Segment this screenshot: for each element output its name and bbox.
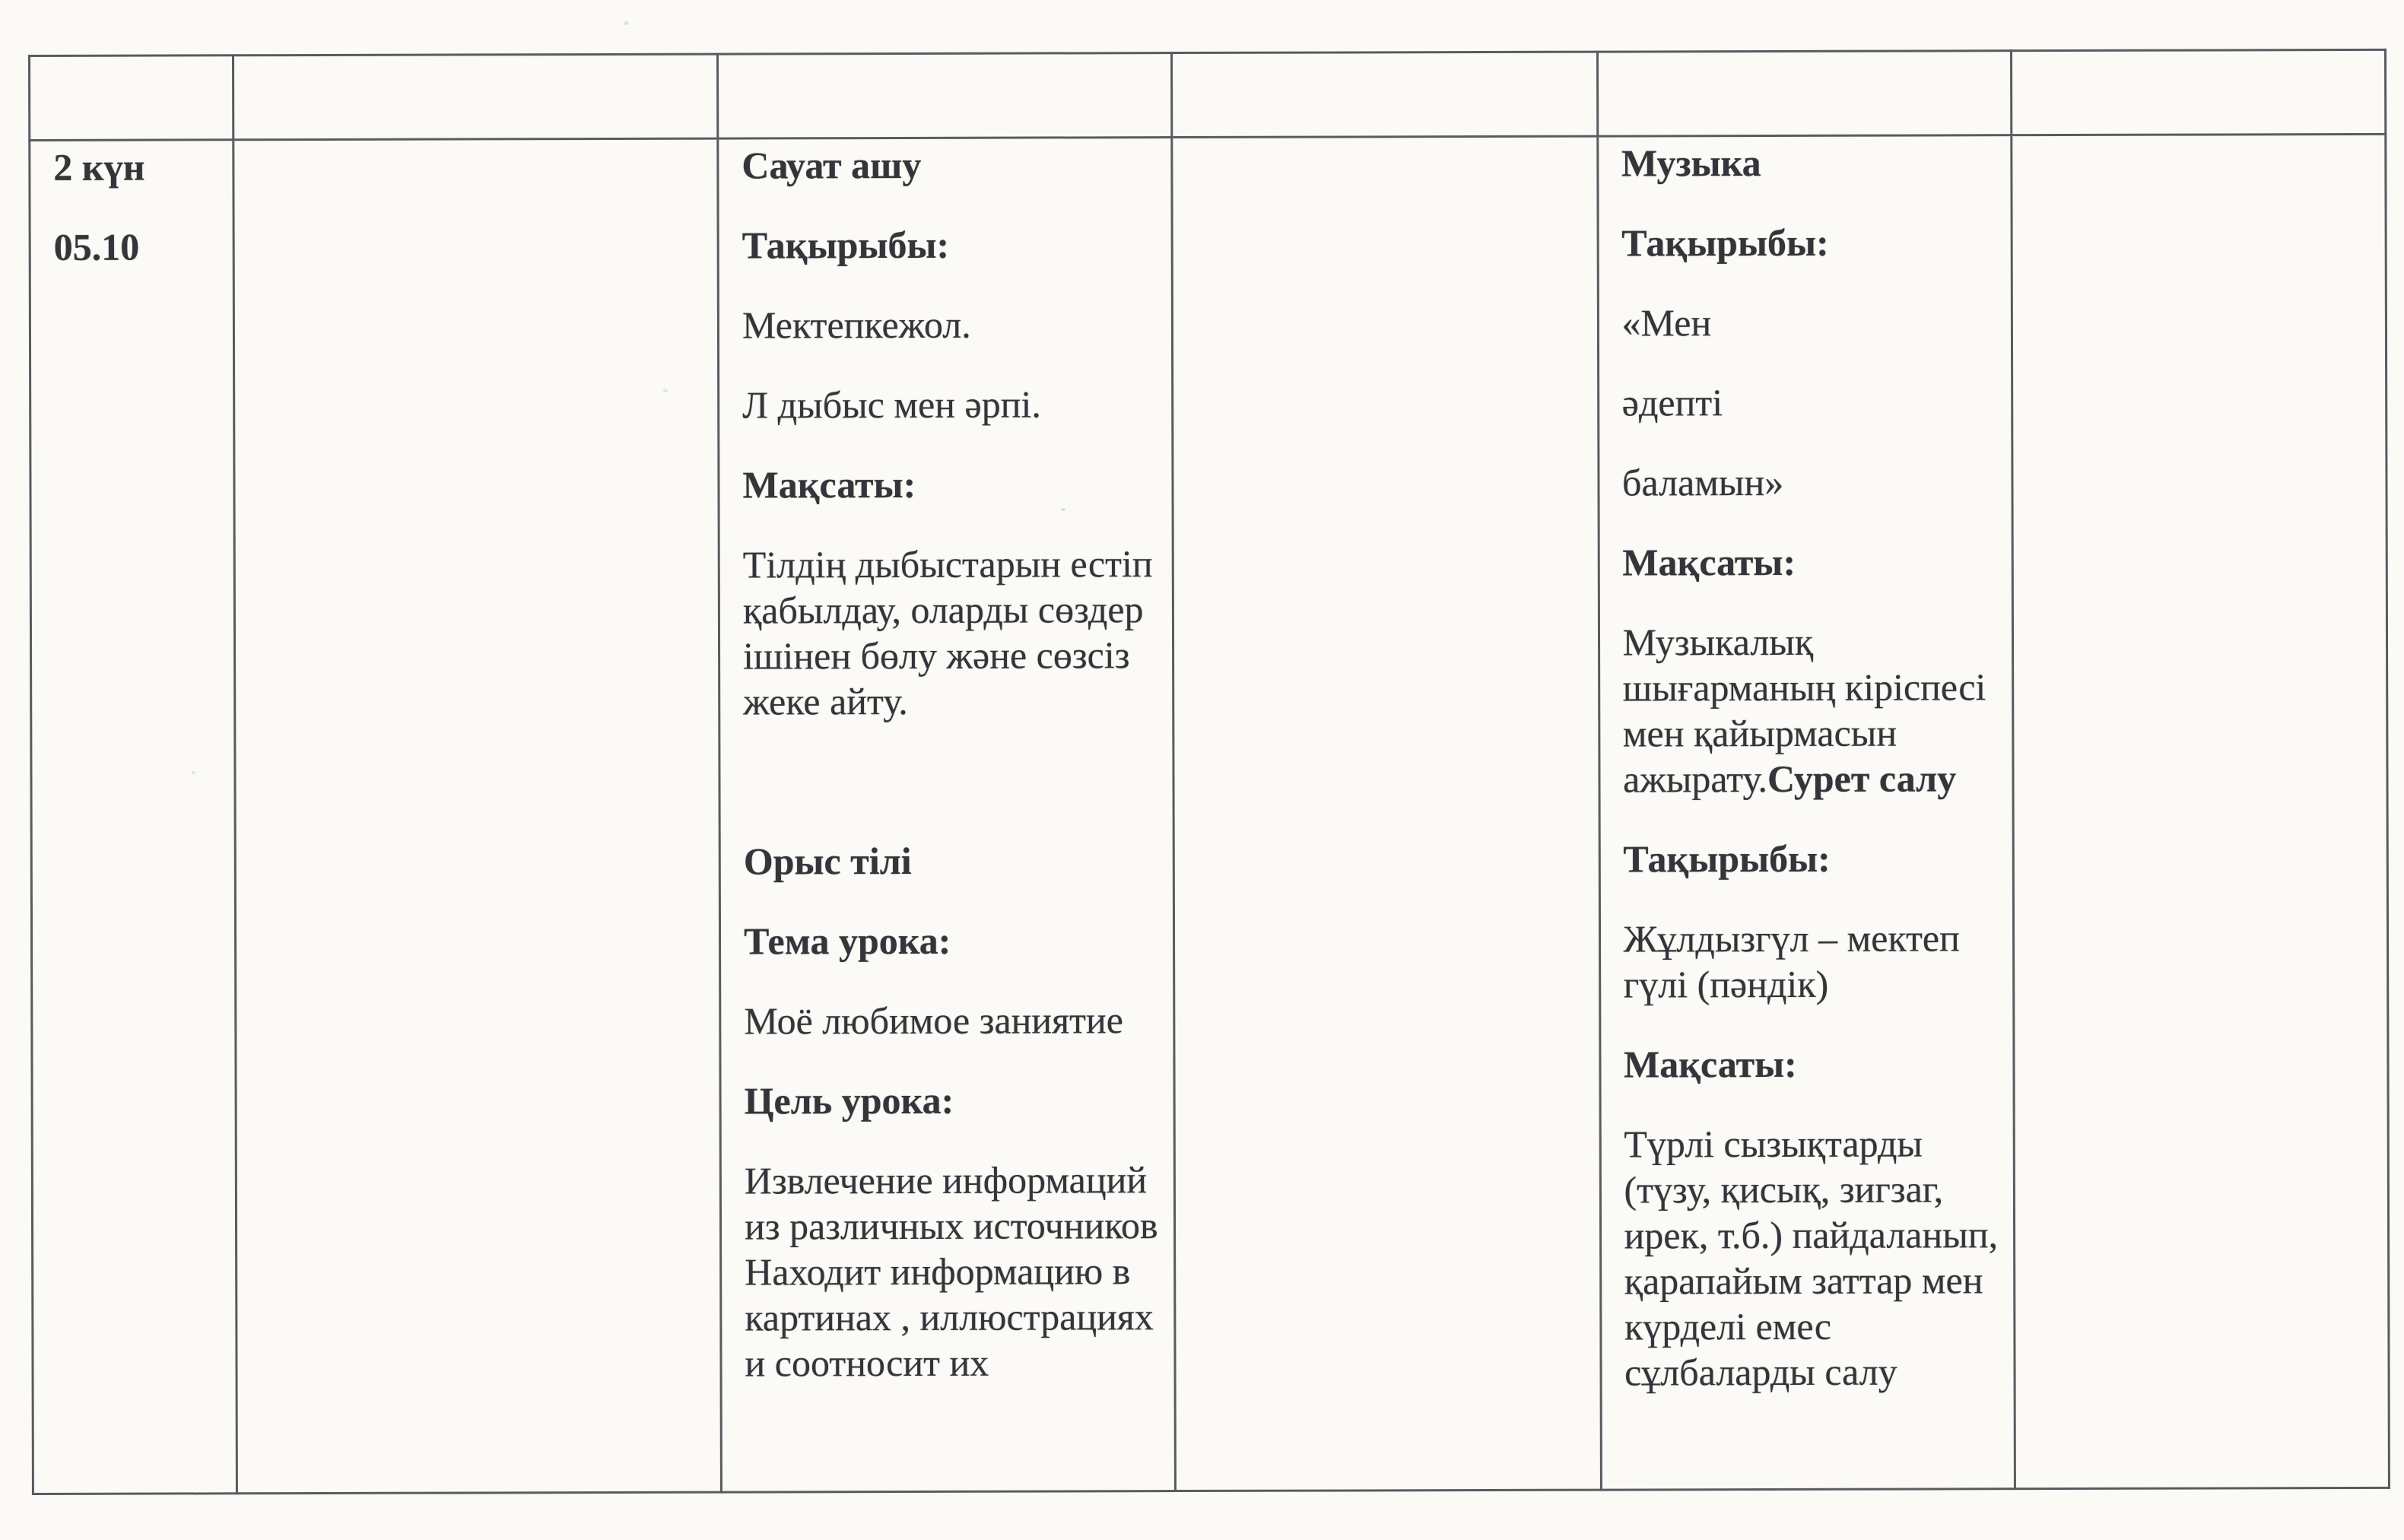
- lesson-plan-table: [28, 49, 2390, 1495]
- goal-heading: [745, 1077, 1158, 1123]
- text-line: ирек, т.б.) пайдаланып,: [1624, 1213, 1999, 1257]
- topic-line: [742, 301, 1156, 348]
- text-line: гүлі (пәндік): [1623, 962, 1829, 1006]
- text-line: Моё любимое заниятие: [744, 999, 1124, 1043]
- text-line: (түзу, қисық, зигзаг,: [1624, 1167, 1944, 1211]
- text-line: [743, 757, 1157, 804]
- topic-heading: [1621, 219, 1996, 265]
- subject-title: [1621, 139, 1996, 186]
- topic-line: [1621, 299, 1996, 345]
- text-line: Мақсаты:: [1623, 1042, 1797, 1086]
- header-cell-6: [2011, 49, 2385, 135]
- scan-speck: [624, 21, 629, 25]
- cell-day-date: [30, 140, 237, 1494]
- topic-heading: [742, 221, 1156, 268]
- cell-empty-2: [1171, 136, 1601, 1491]
- topic-heading: [744, 917, 1158, 964]
- text-line: картинах , иллюстрациях: [745, 1295, 1154, 1339]
- text-line: Мақсаты:: [742, 462, 916, 506]
- text-line: Л дыбыс мен әрпі.: [742, 383, 1041, 427]
- text-line: Мектепкежол.: [742, 303, 971, 347]
- text-line: Музыкалық: [1622, 620, 1814, 664]
- text-line: из различных источников: [744, 1204, 1158, 1248]
- goal-heading: [1622, 538, 1996, 585]
- topic-line: [742, 381, 1156, 427]
- cell-empty-3: [2012, 134, 2390, 1488]
- text-line: күрделі емес: [1624, 1304, 1832, 1348]
- text-line: 2 күн: [53, 145, 145, 189]
- text-line: ішінен бөлу және сөзсіз: [742, 633, 1130, 678]
- topic-line: [1622, 379, 1996, 425]
- subject-title: [742, 141, 1155, 188]
- text-line: Мақсаты:: [1622, 540, 1796, 584]
- text-line: сұлбаларды салу: [1624, 1350, 1897, 1394]
- text-line: Тақырыбы:: [742, 223, 950, 267]
- text-line: 05.10: [53, 225, 140, 268]
- text-line: «Мен: [1621, 301, 1712, 345]
- body-row: [30, 134, 2390, 1494]
- text-line: шығарманың кіріспесі: [1622, 665, 1986, 710]
- text-line: жеке айту.: [743, 679, 908, 723]
- text-line: Жұлдызгүл – мектеп: [1623, 916, 1960, 961]
- text-line: Тема урока:: [743, 919, 951, 963]
- text-line: Музыка: [1621, 141, 1761, 185]
- goal-text: [1624, 1120, 1998, 1395]
- day-label: [53, 144, 217, 190]
- goal-heading: [742, 461, 1156, 507]
- text-line: Тақырыбы:: [1621, 221, 1829, 265]
- header-cell-4: [1171, 52, 1597, 137]
- header-row: [30, 49, 2386, 140]
- topic-line: [744, 997, 1158, 1043]
- text-line: Извлечение информаций: [744, 1158, 1148, 1202]
- bold-text-run: Сурет салу: [1767, 757, 1957, 801]
- text-run: ажырату.: [1622, 757, 1768, 801]
- header-cell-1: [30, 56, 233, 141]
- goal-heading: [1624, 1040, 1998, 1087]
- text-line: Түрлі сызықтарды: [1624, 1122, 1923, 1166]
- cell-empty-1: [233, 138, 722, 1494]
- text-line: Орыс тілі: [743, 839, 912, 883]
- text-line: и соотносит их: [745, 1341, 989, 1385]
- date-label: [54, 224, 218, 270]
- topic-line: [1622, 459, 1996, 505]
- header-cell-3: [718, 53, 1172, 139]
- header-cell-2: [233, 54, 718, 140]
- spacer: [743, 757, 1157, 804]
- goal-text: [743, 541, 1157, 724]
- text-line: Находит информацию в: [745, 1249, 1131, 1294]
- text-line: Сауат ашу: [742, 143, 922, 187]
- text-line: баламын»: [1621, 460, 1784, 504]
- goal-text: [1622, 618, 1996, 802]
- topic-line: [1624, 915, 1998, 1007]
- text-line: қарапайым заттар мен: [1624, 1259, 1983, 1303]
- text-line: [1623, 755, 1997, 802]
- cell-literacy-and-russian: [718, 138, 1175, 1493]
- goal-text: [745, 1157, 1158, 1386]
- topic-heading: [1623, 835, 1997, 881]
- text-line: қабылдау, оларды сөздер: [742, 588, 1144, 632]
- text-line: Тілдің дыбыстарын естіп: [742, 542, 1153, 586]
- cell-music-and-art: [1597, 135, 2015, 1490]
- text-line: Тақырыбы:: [1623, 837, 1831, 881]
- header-cell-5: [1597, 51, 2012, 136]
- text-line: әдепті: [1621, 381, 1723, 424]
- text-line: Цель урока:: [744, 1078, 954, 1122]
- text-line: мен қайырмасын: [1622, 711, 1897, 755]
- subject-title: [744, 837, 1158, 884]
